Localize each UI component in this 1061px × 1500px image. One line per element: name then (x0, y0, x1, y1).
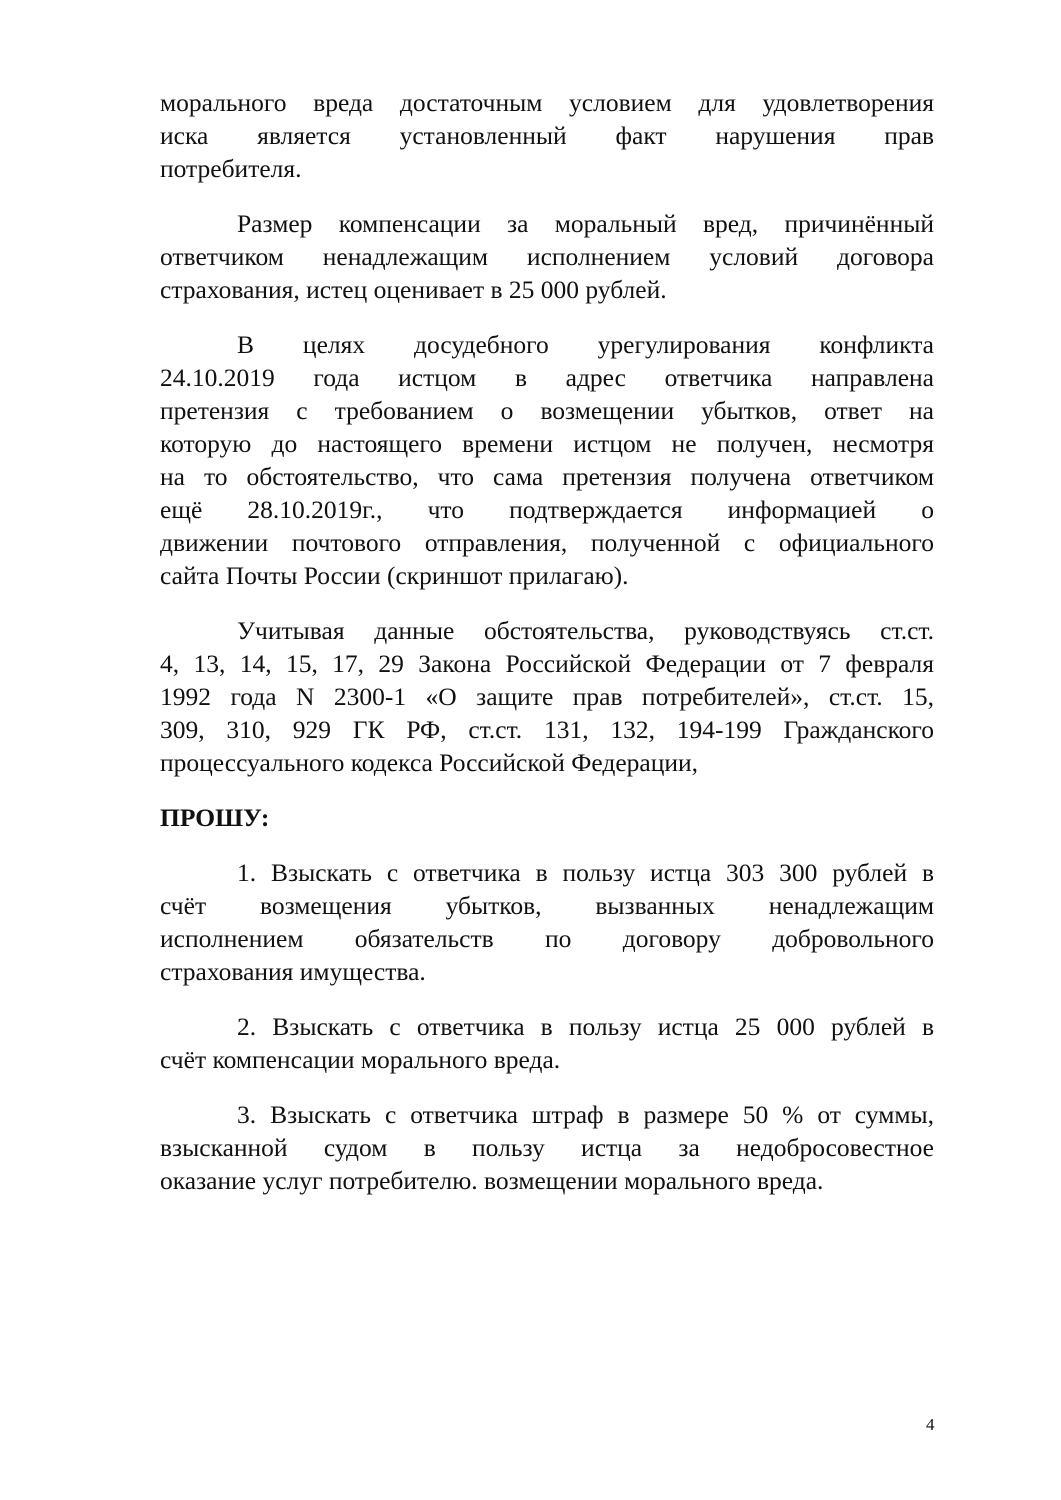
text-line: 1992 года N 2300-1 «О защите прав потребителей», ст.ст. 15, (160, 682, 934, 711)
text-line: 24.10.2019 года истцом в адрес ответчика направлена (160, 363, 934, 392)
page-number: 4 (926, 1415, 935, 1434)
paragraph (160, 328, 934, 592)
text-line: 309, 310, 929 ГК РФ, ст.ст. 131, 132, 194-199 Гражданского (160, 715, 934, 744)
text-line: 4, 13, 14, 15, 17, 29 Закона Российской Федерации от 7 февраля (160, 649, 934, 678)
text-line: ещё 28.10.2019г., что подтверждается информацией о (160, 495, 934, 524)
text-line: претензия с требованием о возмещении убытков, ответ на (160, 396, 934, 425)
text-line: Размер компенсации за моральный вред, причинённый (237, 209, 934, 238)
text-line: страхования, истец оценивает в 25 000 рублей. (160, 275, 667, 304)
text-line: страхования имущества. (160, 957, 426, 986)
text-line: ответчиком ненадлежащим исполнением условий договора (160, 242, 934, 271)
text-line: иска является установленный факт нарушения прав (160, 121, 934, 150)
text-line: счёт компенсации морального вреда. (160, 1045, 561, 1074)
text-line: оказание услуг потребителю. возмещении морального вреда. (160, 1166, 824, 1195)
text-line: морального вреда достаточным условием для удовлетворения (160, 88, 934, 117)
text-line: счёт возмещения убытков, вызванных ненадлежащим (160, 891, 934, 920)
text-line: взысканной судом в пользу истца за недобросовестное (160, 1133, 934, 1162)
paragraph (160, 856, 934, 988)
text-line: потребителя. (160, 154, 302, 183)
text-line: на то обстоятельство, что сама претензия получена ответчиком (160, 462, 934, 491)
paragraph (160, 1098, 934, 1197)
section-heading (160, 801, 934, 834)
text-line: движении почтового отправления, полученной с официального (160, 528, 934, 557)
text-line: 1. Взыскать с ответчика в пользу истца 303 300 рублей в (237, 858, 934, 887)
paragraph (160, 1010, 934, 1076)
text-line: 3. Взыскать с ответчика штраф в размере 50 % от суммы, (237, 1100, 934, 1129)
document-body (160, 86, 934, 1219)
text-line: Учитывая данные обстоятельства, руководствуясь ст.ст. (237, 616, 934, 645)
paragraph (160, 614, 934, 779)
text-line: сайта Почты России (скриншот прилагаю). (160, 561, 629, 590)
paragraph (160, 207, 934, 306)
text-line: которую до настоящего времени истцом не получен, несмотря (160, 429, 934, 458)
text-line: В целях досудебного урегулирования конфликта (237, 330, 934, 359)
text-line: исполнением обязательств по договору добровольного (160, 924, 934, 953)
paragraph (160, 86, 934, 185)
heading-text: ПРОШУ: (160, 803, 270, 832)
text-line: процессуального кодекса Российской Федерации, (160, 748, 699, 777)
text-line: 2. Взыскать с ответчика в пользу истца 25 000 рублей в (237, 1012, 934, 1041)
